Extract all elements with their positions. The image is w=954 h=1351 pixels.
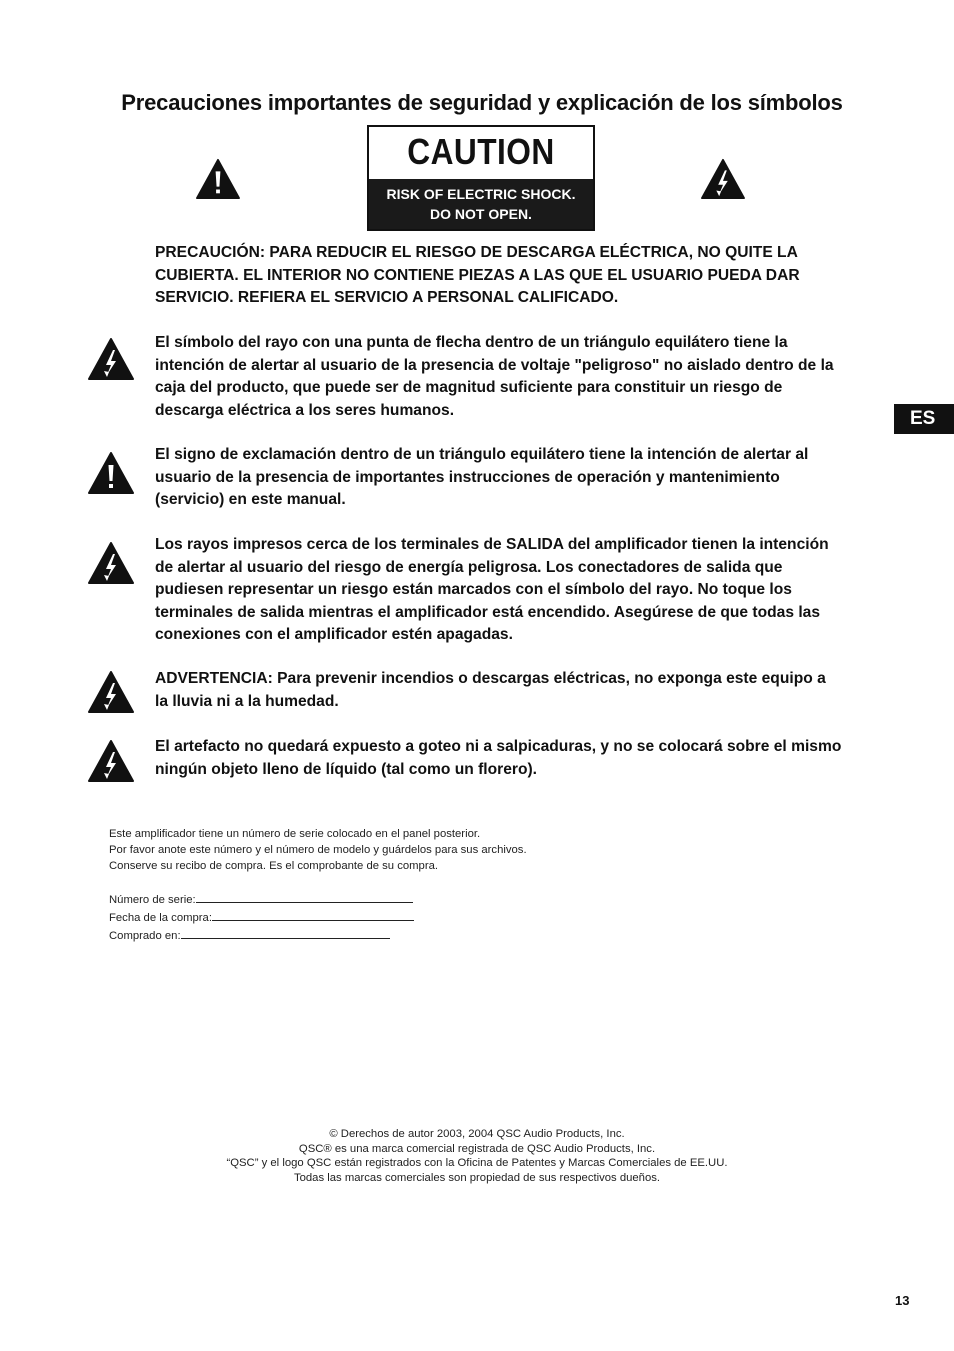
purchased-at-field [109, 926, 414, 944]
caution-band [369, 179, 593, 229]
paragraph-line: Los rayos impresos cerca de los terminales de SALIDA del amplificador tienen la intención [155, 536, 829, 553]
paragraph-line: de alertar al usuario del riesgo de energía peligrosa. Los conectadores de salida que [155, 558, 783, 576]
lightning-triangle-icon [87, 541, 135, 585]
caution-line-2: DO NOT OPEN. [430, 206, 532, 222]
purchase-date-field [109, 908, 414, 926]
paragraph-line: pudiesen representar un riesgo están marcados con el símbolo del rayo. No toque los [155, 581, 792, 598]
page-number: 13 [895, 1293, 910, 1308]
lightning-triangle-icon [700, 158, 746, 200]
blank-line [212, 908, 414, 921]
exclamation-symbol-paragraph [155, 444, 870, 512]
blank-line [181, 926, 390, 939]
paragraph-line: El símbolo del rayo con una punta de flecha dentro de un triángulo equilátero tiene la [155, 334, 788, 351]
serial-number-field [109, 890, 414, 908]
exclamation-triangle-icon [195, 158, 241, 200]
field-label: Número de serie: [109, 894, 196, 906]
page-title: Precauciones importantes de seguridad y explicación de los símbolos [121, 90, 843, 115]
lightning-triangle-icon [87, 670, 135, 714]
note-line: Este amplificador tiene un número de serie colocado en el panel posterior. [109, 828, 481, 840]
caution-heading: CAUTION [407, 131, 555, 172]
copyright-line: © Derechos de autor 2003, 2004 QSC Audio Products, Inc. [329, 1128, 625, 1140]
paragraph-line: ningún objeto lleno de líquido (tal como un florero). [155, 760, 538, 778]
exclamation-triangle-icon [87, 451, 135, 495]
paragraph-line: la lluvia ni a la humedad. [155, 692, 339, 710]
note-line: Conserve su recibo de compra. Es el comprobante de su compra. [109, 860, 439, 872]
field-label: Fecha de la compra: [109, 912, 212, 924]
lightning-triangle-icon [87, 739, 135, 783]
paragraph-line: descarga eléctrica a los seres humanos. [155, 401, 455, 419]
record-fields [109, 890, 414, 944]
paragraph-line: El artefacto no quedará expuesto a goteo ni a salpicaduras, y no se colocará sobre el mismo [155, 738, 842, 755]
field-label: Comprado en: [109, 930, 181, 942]
serial-note [109, 826, 527, 874]
copyright-line: “QSC” y el logo QSC están registrados con la Oficina de Patentes y Marcas Comerciales de EE.UU. [226, 1157, 728, 1169]
output-terminals-paragraph [155, 534, 870, 647]
paragraph-line: CUBIERTA. EL INTERIOR NO CONTIENE PIEZAS A LAS QUE EL USUARIO PUEDA DAR [155, 266, 800, 284]
paragraph-line: usuario de la presencia de importantes instrucciones de operación y mantenimiento [155, 468, 780, 486]
caution-line-1: RISK OF ELECTRIC SHOCK. [386, 186, 576, 202]
warning-paragraph [155, 668, 870, 713]
caution-label [367, 125, 595, 231]
precaution-paragraph [155, 242, 870, 310]
copyright-block [0, 1127, 954, 1185]
paragraph-line: conexiones con el amplificador estén apagadas. [155, 626, 513, 643]
paragraph-line: terminales de salida mientras el amplificador está encendido. Asegúrese de que todas las [155, 603, 820, 621]
note-line: Por favor anote este número y el número de modelo y guárdelos para sus archivos. [109, 844, 527, 856]
copyright-line: Todas las marcas comerciales son propiedad de sus respectivos dueños. [293, 1171, 661, 1184]
liquid-paragraph [155, 736, 870, 781]
copyright-line: QSC® es una marca comercial registrada de QSC Audio Products, Inc. [298, 1142, 656, 1155]
paragraph-line: ADVERTENCIA: Para prevenir incendios o descargas eléctricas, no exponga este equipo a [155, 670, 826, 687]
language-tab: ES [894, 404, 954, 434]
paragraph-line: SERVICIO. REFIERA EL SERVICIO A PERSONAL CALIFICADO. [155, 289, 619, 306]
paragraph-line: caja del producto, que puede ser de magnitud suficiente para constituir un riesgo de [155, 379, 783, 396]
paragraph-line: PRECAUCIÓN: PARA REDUCIR EL RIESGO DE DESCARGA ELÉCTRICA, NO QUITE LA [155, 244, 798, 261]
paragraph-line: (servicio) en este manual. [155, 491, 346, 508]
blank-line [196, 890, 413, 903]
lightning-symbol-paragraph [155, 332, 870, 422]
paragraph-line: El signo de exclamación dentro de un triángulo equilátero tiene la intención de alertar al [155, 446, 809, 463]
paragraph-line: intención de alertar al usuario de la presencia de voltaje "peligroso" no aislado dentro de la [155, 356, 834, 374]
lightning-triangle-icon [87, 337, 135, 381]
